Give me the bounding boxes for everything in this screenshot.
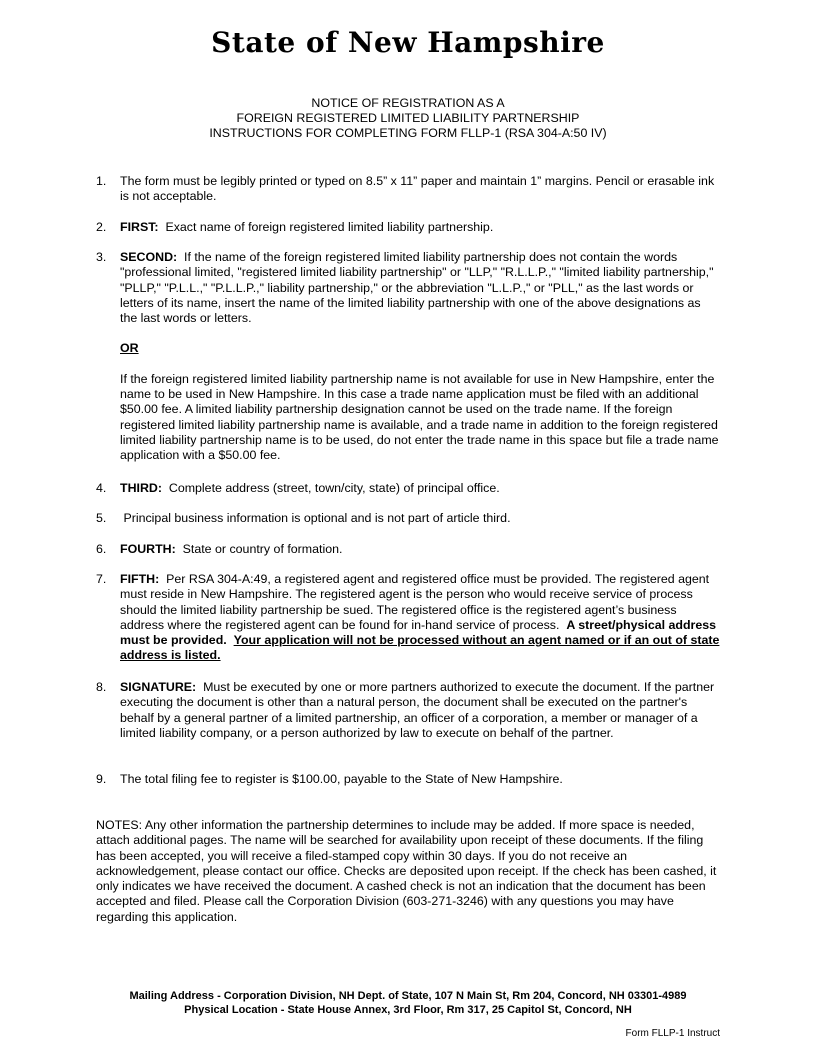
item-number: 1.: [96, 174, 107, 188]
instruction-item-6: [96, 542, 721, 557]
instruction-item-4: [96, 481, 721, 496]
item-number: 5.: [96, 511, 107, 525]
heading-line-3: INSTRUCTIONS FOR COMPLETING FORM FLLP-1 (RSA 304-A:50 IV): [209, 126, 607, 140]
item-text: Complete address (street, town/city, state) of principal office.: [168, 481, 500, 495]
item-bold-text: A street/physical address must be provided.: [120, 617, 717, 648]
item-label: SIGNATURE:: [120, 680, 197, 694]
notes-paragraph: NOTES: Any other information the partnership determines to include may be added. If more space is needed, attach additional pages. The name will be searched for availability upon receipt of these documents. If the filing has been accepted, you will receive a filed-stamped copy within 30 days. If you do not receive an acknowledgement, please contact our office. Checks are deposited upon receipt. If the check has been cashed, it only indicates we have received the document. A cashed check is not an indication that the document has been accepted and filed. Please call the Corporation Division (603-271-3246) with any questions you may have regarding this application.: [96, 818, 717, 924]
instruction-item-2: [96, 220, 721, 235]
instruction-item-9: [96, 772, 721, 787]
mailing-address: Mailing Address - Corporation Division, NH Dept. of State, 107 N Main St, Rm 204, Concord, NH 03301-4989: [129, 990, 687, 1002]
item-text: Per RSA 304-A:49, a registered agent and registered office must be provided. The registered agent must reside in New Hampshire. The registered agent is the person who would receive service of process should the limited liability partnership be sued. The registered office is the registered agent’s business address where the registered agent can be found for in-hand service of process.: [120, 572, 710, 632]
item-label: THIRD:: [120, 481, 162, 495]
item-number: 4.: [96, 481, 107, 495]
heading-line-2: FOREIGN REGISTERED LIMITED LIABILITY PARTNERSHIP: [236, 111, 580, 125]
item-text: Principal business information is optional and is not part of article third.: [120, 511, 511, 525]
item-label: SECOND:: [120, 250, 178, 264]
item-text-continued: If the foreign registered limited liability partnership name is not available for use in New Hampshire, enter the name to be used in New Hampshire. In this case a trade name application must be filed with an additional $50.00 fee. A limited liability partnership designation cannot be used on the trade name. If the foreign registered limited liability partnership name is available, and a trade name in addition to the foreign registered limited liability partnership name is to be used, do not enter the trade name in this space but file a trade name application with a $50.00 fee.: [120, 371, 719, 463]
item-text: Must be executed by one or more partners authorized to execute the document. If the partner executing the document is other than a natural person, the document shall be executed on the partner's behalf by a general partner of a limited partnership, an officer of a corporation, a member or manager of a limited liability company, or a person authorized by law to execute on behalf of the partner.: [120, 680, 715, 740]
footer-address: [0, 989, 816, 1017]
instruction-item-7: [96, 572, 721, 664]
or-label: OR: [120, 341, 139, 356]
item-text: The form must be legibly printed or typed on 8.5” x 11” paper and maintain 1” margins. Pencil or erasable ink is not acceptable.: [120, 174, 715, 204]
item-number: 6.: [96, 542, 107, 556]
item-text: The total filing fee to register is $100.00, payable to the State of New Hampshire.: [120, 772, 563, 786]
item-text: State or country of formation.: [182, 542, 343, 556]
item-label: FOURTH:: [120, 542, 176, 556]
instruction-item-3: [96, 250, 721, 464]
item-text: Exact name of foreign registered limited liability partnership.: [165, 220, 494, 234]
notice-heading: [0, 96, 816, 141]
item-text: If the name of the foreign registered limited liability partnership does not contain the words "professional limited, "registered limited liability partnership" or "LLP," "R.L.L.P.," "limited liability partnership," "PLLP," "P.L.L.," "P.L.L.P.," liability partnership," or the abbreviation "L.L.P.," or "PLL," as the last words or letters of its name, insert the name of the limited liability partnership with one of the above designations as the last words or letters.: [120, 250, 714, 326]
item-number: 3.: [96, 250, 107, 264]
item-number: 9.: [96, 772, 107, 786]
instruction-item-1: [96, 174, 721, 205]
instruction-item-5: [96, 511, 721, 526]
item-warning-text: Your application will not be processed without an agent named or if an out of state address is listed.: [120, 633, 720, 663]
heading-line-1: NOTICE OF REGISTRATION AS A: [311, 96, 505, 110]
item-number: 8.: [96, 680, 107, 694]
form-identifier: Form FLLP-1 Instruct: [625, 1028, 720, 1039]
state-title: State of New Hampshire: [211, 26, 605, 59]
item-number: 2.: [96, 220, 107, 234]
item-label: FIRST:: [120, 220, 159, 234]
item-number: 7.: [96, 572, 107, 586]
physical-location: Physical Location - State House Annex, 3rd Floor, Rm 317, 25 Capitol St, Concord, NH: [184, 1004, 632, 1016]
instruction-item-8: [96, 680, 721, 741]
item-label: FIFTH:: [120, 572, 160, 586]
